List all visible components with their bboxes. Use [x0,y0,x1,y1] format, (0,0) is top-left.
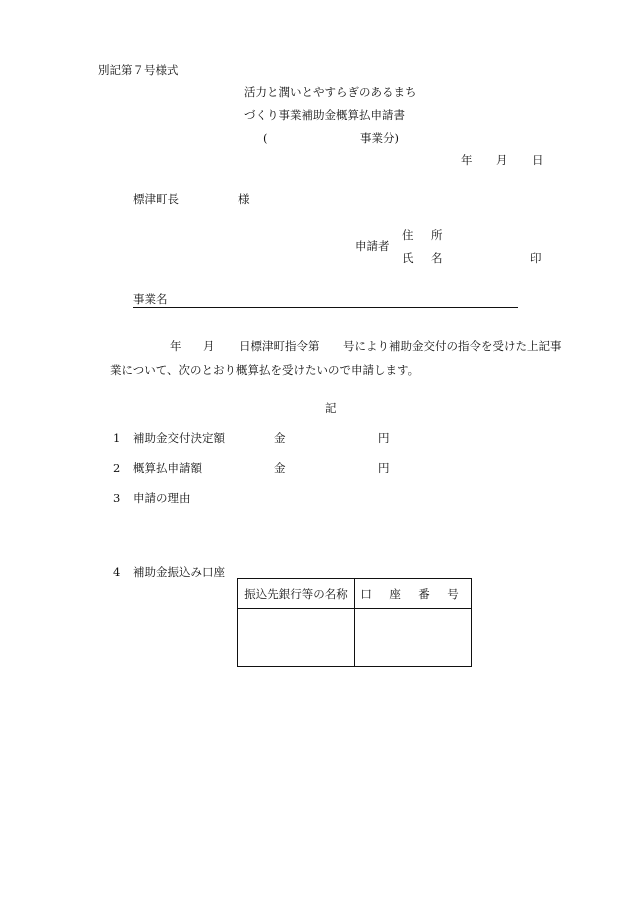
item-number: 1 [113,431,121,445]
body-line2: 業について、次のとおり概算払を受けたいので申請します。 [110,363,420,377]
ki-heading: 記 [325,401,337,415]
project-name-underline [133,292,518,308]
body-year: 年 [170,339,182,353]
title-project-suffix: 事業分) [360,131,399,145]
title-line1: 活力と潤いとやすらぎのあるまち [244,85,417,99]
item-label: 申請の理由 [133,491,191,505]
applicant-label: 申請者 [355,239,390,253]
applicant-name-label: 氏 名 [402,251,450,265]
item-number: 4 [113,565,121,579]
body-month: 月 [203,339,215,353]
form-number: 別記第７号様式 [98,63,179,77]
item-number: 2 [113,461,121,475]
addressee-honorific: 様 [238,192,250,206]
account-number-cell [355,609,472,667]
applicant-address-label: 住 所 [402,228,450,242]
body-line1-end: 号により補助金交付の指令を受けた上記事 [343,339,562,353]
table-row [238,609,472,667]
title-line2: づくり事業補助金概算払申請書 [244,108,405,122]
item-label: 補助金交付決定額 [133,431,225,445]
item-yen: 円 [378,431,390,445]
item-label: 補助金振込み口座 [133,565,225,579]
title-paren-open: ( [263,131,268,145]
item-yen: 円 [378,461,390,475]
bank-name-header: 振込先銀行等の名称 [238,579,355,609]
item-label: 概算払申請額 [133,461,202,475]
applicant-seal: 印 [530,251,542,265]
date-month: 月 [496,153,508,167]
body-directive: 日標津町指令第 [239,339,320,353]
project-name-label: 事業名 [133,292,168,306]
account-number-header: 口 座 番 号 [355,579,472,609]
bank-account-table [237,578,472,667]
item-kin: 金 [274,461,286,475]
addressee-name: 標津町長 [133,192,179,206]
date-year: 年 [461,153,473,167]
item-kin: 金 [274,431,286,445]
bank-name-cell [238,609,355,667]
date-day: 日 [532,153,544,167]
item-number: 3 [113,491,121,505]
table-header-row [238,579,472,609]
